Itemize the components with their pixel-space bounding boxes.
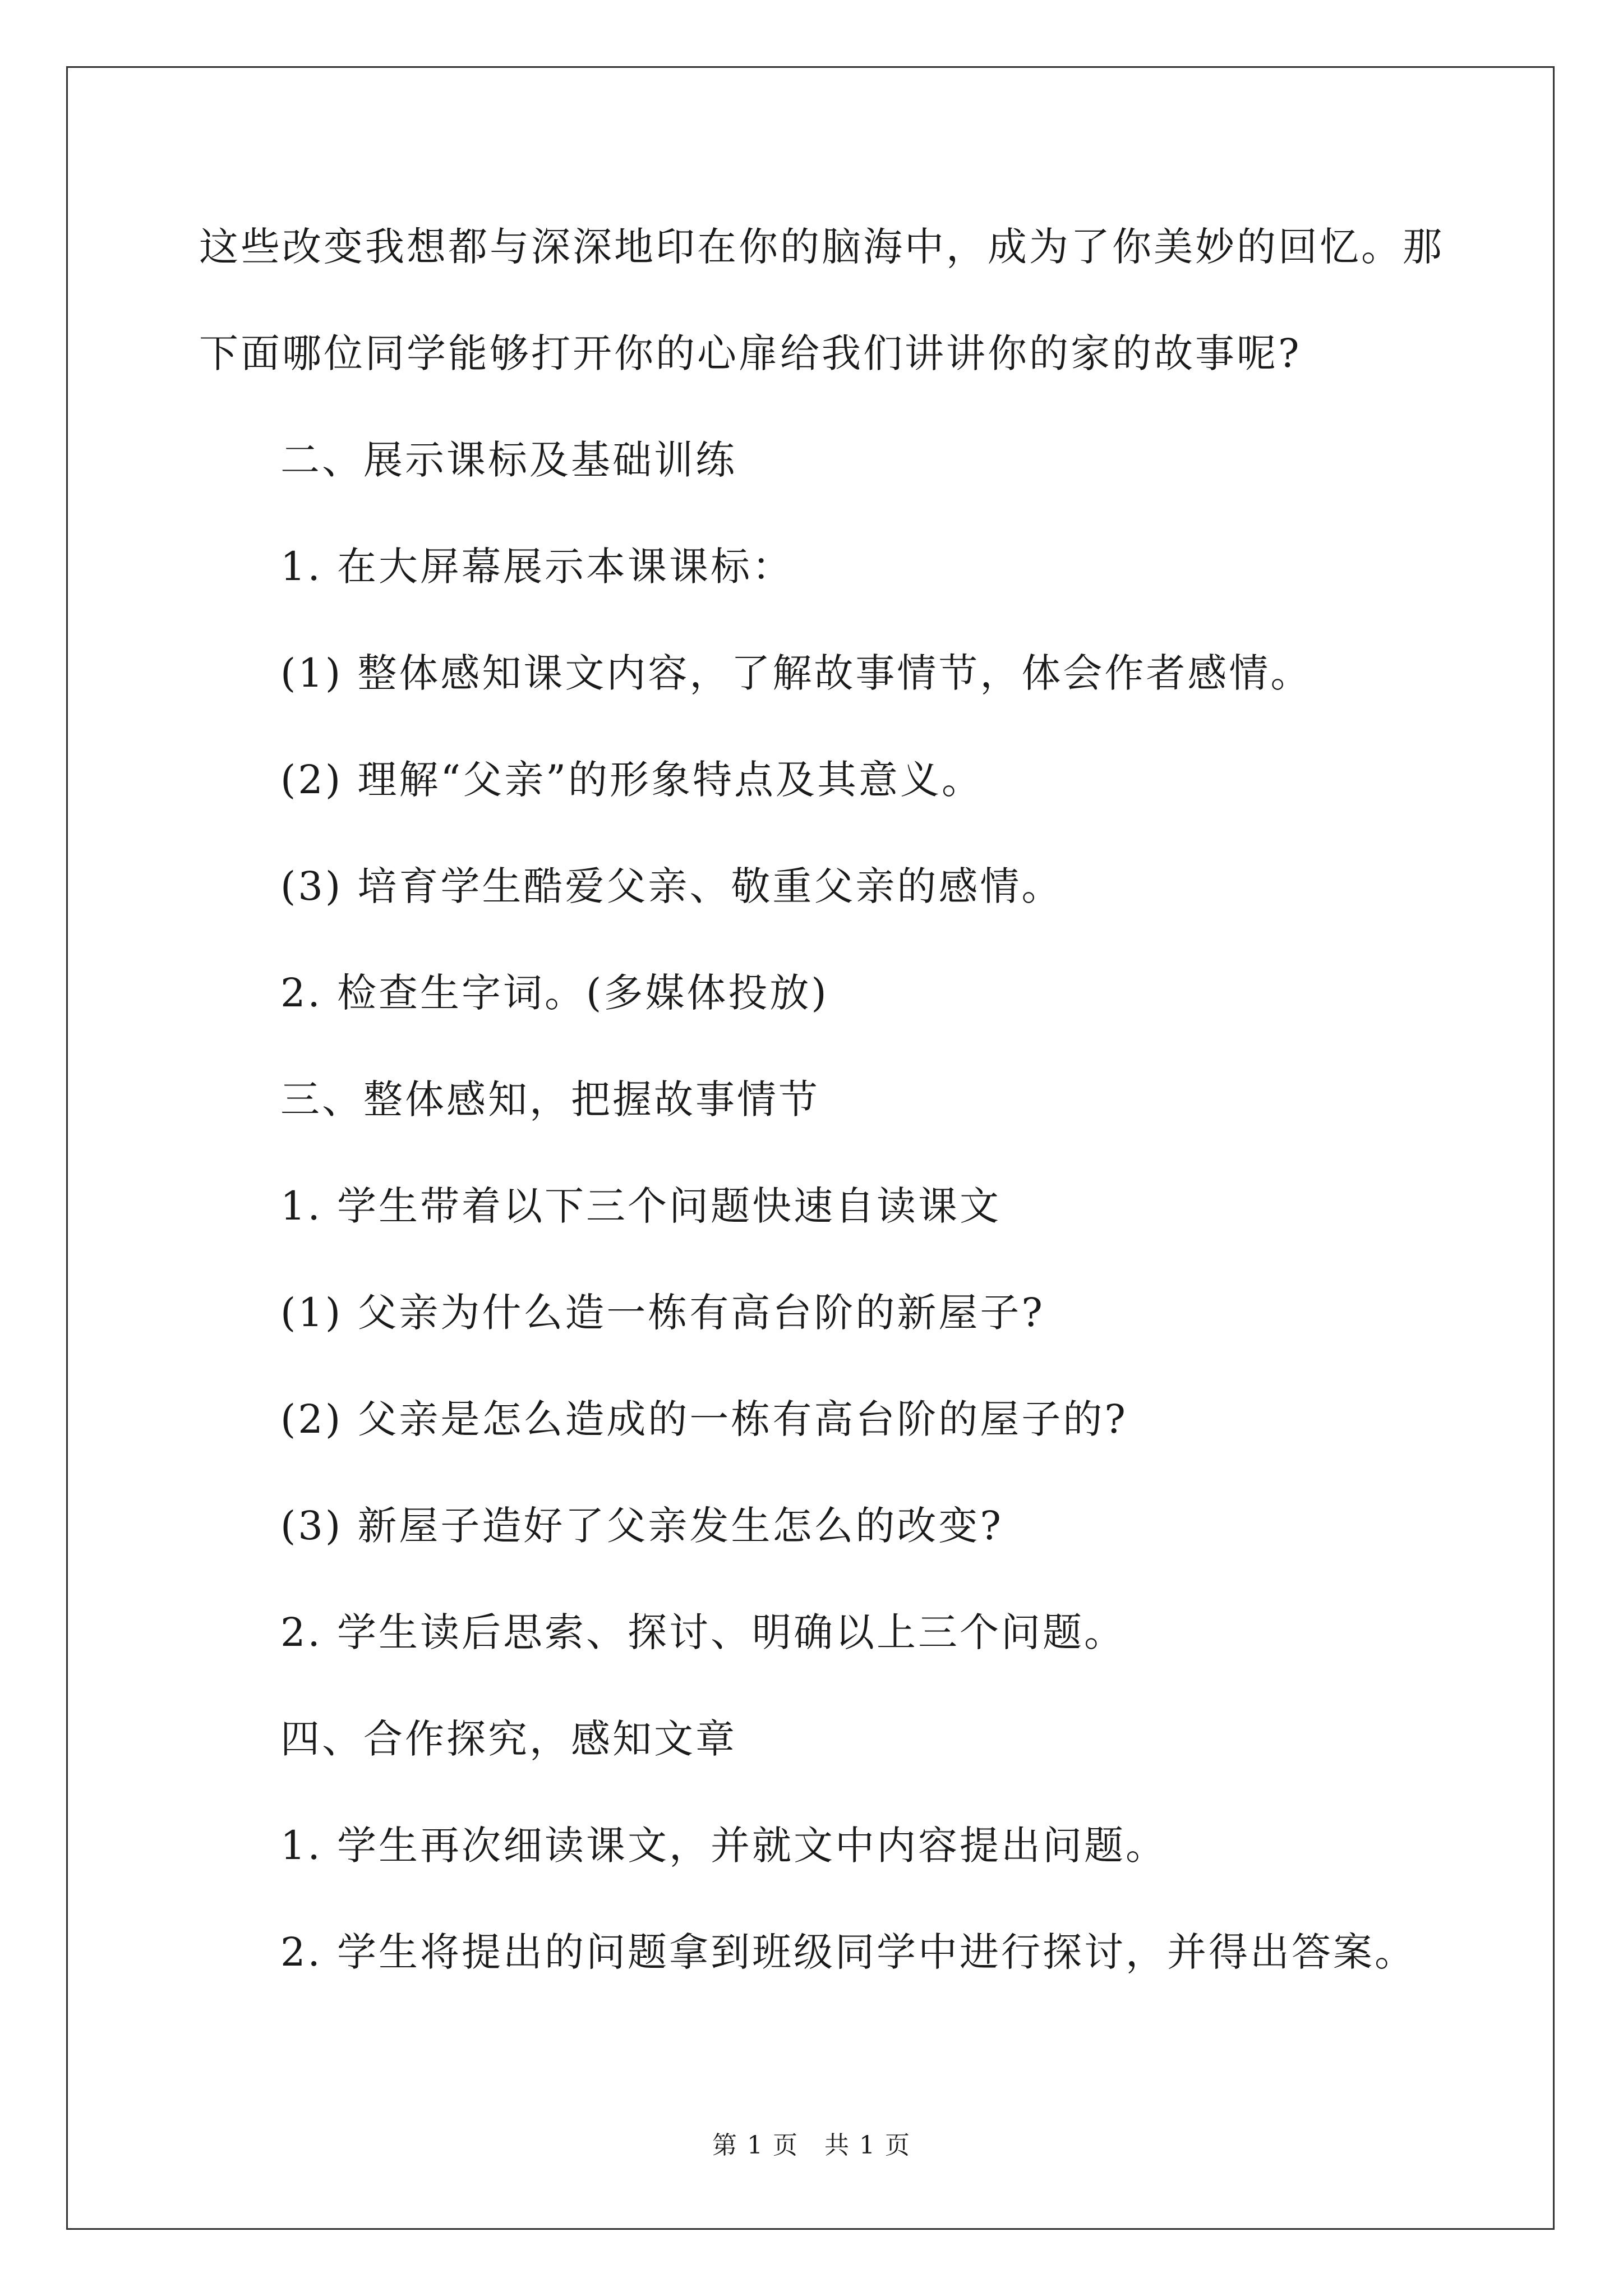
section-heading: 四、合作探究，感知文章 [280, 1716, 737, 1762]
paragraph-line: 2. 学生读后思索、探讨、明确以上三个问题。 [280, 1609, 1126, 1655]
paragraph-line: 1. 在大屏幕展示本课课标： [280, 544, 794, 590]
page-border [66, 66, 1555, 2230]
section-heading: 二、展示课标及基础训练 [280, 437, 737, 483]
paragraph-line: 1. 学生带着以下三个问题快速自读课文 [280, 1183, 1002, 1229]
list-item: (3) 新屋子造好了父亲发生怎么的改变? [280, 1503, 1003, 1549]
paragraph-line: 2. 学生将提出的问题拿到班级同学中进行探讨，并得出答案。 [280, 1929, 1417, 1975]
list-item: (3) 培育学生酷爱父亲、敬重父亲的感情。 [280, 863, 1063, 909]
paragraph-line: 下面哪位同学能够打开你的心扉给我们讲讲你的家的故事呢? [199, 330, 1302, 376]
paragraph-line: 这些改变我想都与深深地印在你的脑海中，成为了你美妙的回忆。那 [199, 224, 1444, 270]
paragraph-line: 1. 学生再次细读课文，并就文中内容提出问题。 [280, 1823, 1168, 1869]
paragraph-line: 2. 检查生字词。(多媒体投放) [280, 970, 829, 1016]
list-item: (1) 整体感知课文内容，了解故事情节，体会作者感情。 [280, 650, 1312, 696]
page-footer: 第 1 页 共 1 页 [712, 2131, 911, 2160]
section-heading: 三、整体感知，把握故事情节 [280, 1076, 820, 1122]
list-item: (2) 父亲是怎么造成的一栋有高台阶的屋子的? [280, 1396, 1128, 1442]
list-item: (2) 理解“父亲”的形象特点及其意义。 [280, 757, 983, 803]
list-item: (1) 父亲为什么造一栋有高台阶的新屋子? [280, 1290, 1045, 1336]
